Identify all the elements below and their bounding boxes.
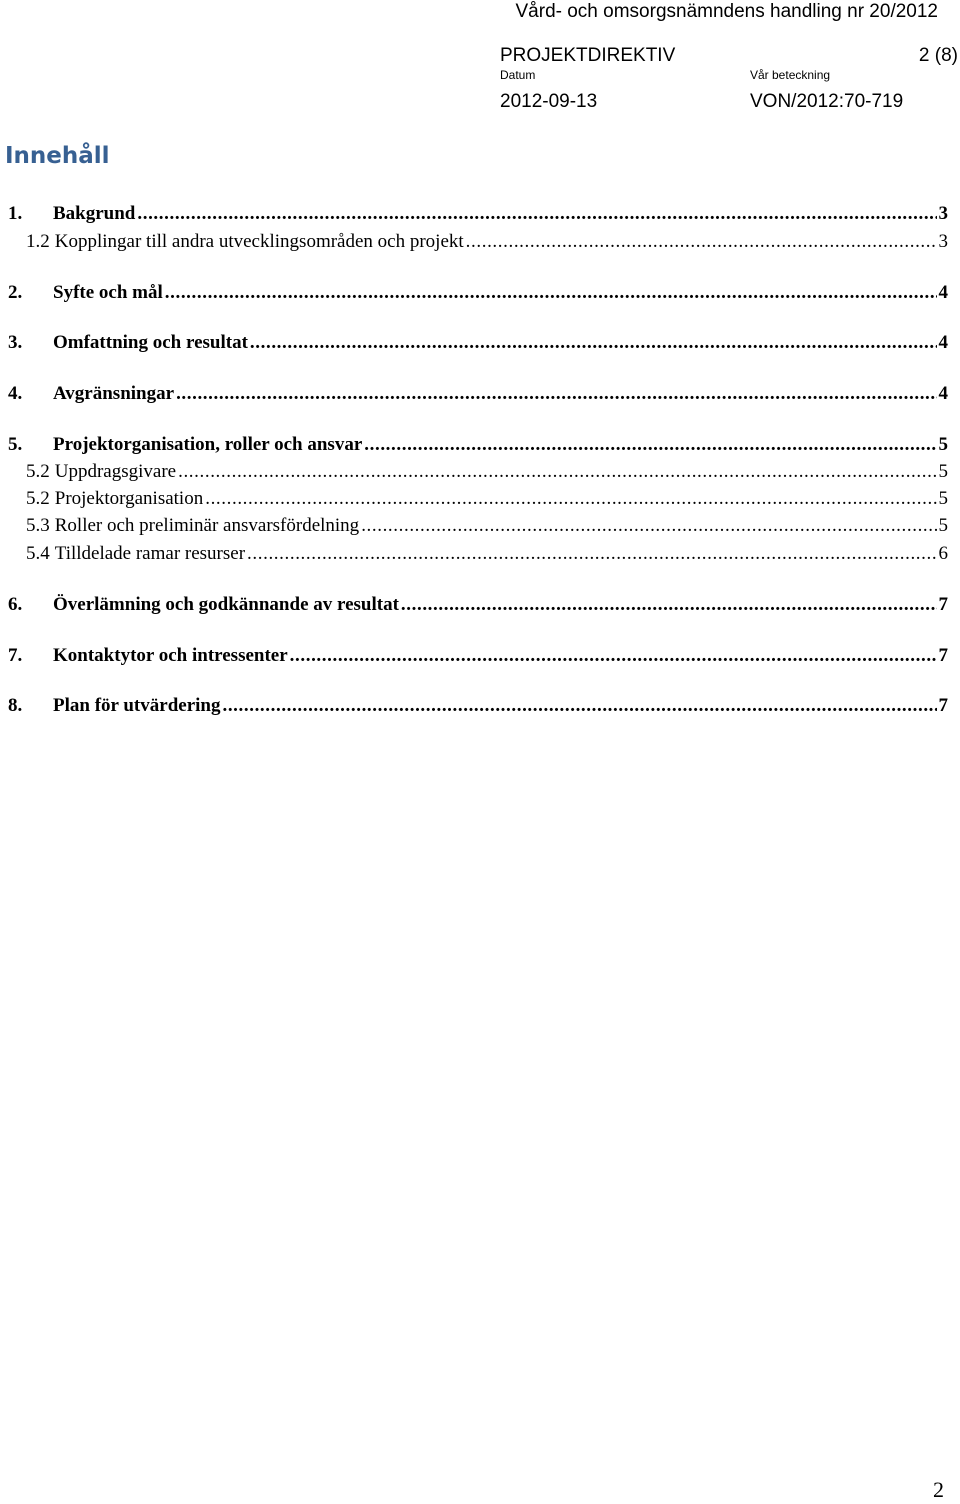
toc-leader-dots: [247, 541, 936, 567]
toc-entry-text: Tilldelade ramar resurser: [54, 543, 246, 564]
toc-entry-text: Överlämning och godkännande av resultat: [53, 594, 399, 615]
toc-entry-text: Syfte och mål: [53, 282, 163, 303]
page-number: 2: [933, 1477, 944, 1502]
date-value: 2012-09-13: [500, 91, 598, 112]
toc-entry-syfte[interactable]: [8, 280, 948, 306]
toc-entry-number: 1.: [8, 203, 23, 224]
toc-entry-page: 4: [938, 332, 948, 353]
toc-entry-page: 3: [938, 231, 948, 252]
toc-entry-text: Projektorganisation, roller och ansvar: [53, 434, 363, 455]
toc-entry-page: 4: [938, 282, 948, 303]
toc-entry-text: Projektorganisation: [54, 488, 204, 509]
toc-leader-dots: [222, 693, 936, 719]
reference-value: VON/2012:70-719: [750, 91, 904, 112]
toc-entry-text: Kontaktytor och intressenter: [53, 645, 288, 666]
toc-entry-number: 5.: [8, 434, 23, 455]
toc-leader-dots: [364, 432, 936, 458]
toc-leader-dots: [178, 459, 936, 485]
toc-leader-dots: [466, 229, 937, 255]
toc-entry-text: Plan för utvärdering: [53, 695, 221, 716]
toc-entry-page: 5: [938, 515, 948, 536]
toc-entry-kontaktytor[interactable]: [8, 643, 948, 669]
toc-entry-page: 4: [938, 383, 948, 404]
toc-leader-dots: [401, 592, 937, 618]
toc-entry-number: 4.: [8, 383, 23, 404]
toc-entry-text: Kopplingar till andra utvecklingsområden och projekt: [54, 231, 464, 252]
toc-entry-page: 7: [938, 695, 948, 716]
toc-entry-number: 7.: [8, 645, 23, 666]
toc-leader-dots: [250, 330, 937, 356]
toc-entry-number: 5.2: [26, 488, 50, 509]
toc-entry-overlamning[interactable]: [8, 592, 948, 618]
toc-leader-dots: [361, 513, 936, 539]
toc-entry-number: 5.2: [26, 461, 50, 482]
toc-entry-page: 3: [938, 203, 948, 224]
toc-entry-bakgrund[interactable]: [8, 201, 948, 227]
meeting-reference: Vård- och omsorgsnämndens handling nr 20/2012: [515, 1, 938, 22]
toc-entry-text: Roller och preliminär ansvarsfördelning: [54, 515, 360, 536]
toc-entry-text: Omfattning och resultat: [53, 332, 248, 353]
toc-entry-text: Avgränsningar: [53, 383, 175, 404]
date-label: Datum: [500, 68, 536, 82]
toc-entry-page: 5: [938, 488, 948, 509]
toc-entry-number: 3.: [8, 332, 23, 353]
toc-entry-text: Bakgrund: [53, 203, 136, 224]
toc-entry-number: 5.3: [26, 515, 50, 536]
toc-leader-dots: [137, 201, 936, 227]
toc-entry-number: 8.: [8, 695, 23, 716]
page-count: 2 (8): [918, 45, 958, 66]
toc-entry-number: 6.: [8, 594, 23, 615]
reference-label: Vår beteckning: [750, 68, 831, 82]
toc-entry-roller[interactable]: [26, 513, 948, 539]
toc-entry-page: 5: [938, 434, 948, 455]
toc-title: Innehåll: [5, 143, 110, 169]
toc-leader-dots: [205, 486, 936, 512]
toc-entry-text: Uppdragsgivare: [54, 461, 177, 482]
toc-entry-number: 1.2: [26, 231, 50, 252]
toc-entry-projektorganisation[interactable]: [26, 486, 948, 512]
toc-entry-page: 7: [938, 645, 948, 666]
toc-entry-page: 5: [938, 461, 948, 482]
toc-entry-page: 6: [938, 543, 948, 564]
toc-entry-plan-utvardering[interactable]: [8, 693, 948, 719]
toc-entry-kopplingar[interactable]: [26, 229, 948, 255]
toc-entry-uppdragsgivare[interactable]: [26, 459, 948, 485]
toc-entry-number: 5.4: [26, 543, 50, 564]
toc-entry-page: 7: [938, 594, 948, 615]
toc-leader-dots: [165, 280, 937, 306]
toc-entry-omfattning[interactable]: [8, 330, 948, 356]
toc-entry-avgransningar[interactable]: [8, 381, 948, 407]
toc-leader-dots: [176, 381, 936, 407]
toc-leader-dots: [290, 643, 937, 669]
toc-entry-number: 2.: [8, 282, 23, 303]
toc-entry-ramar-resurser[interactable]: [26, 541, 948, 567]
toc-entry-projektorganisation-roller[interactable]: [8, 432, 948, 458]
document-type: PROJEKTDIREKTIV: [500, 45, 676, 66]
